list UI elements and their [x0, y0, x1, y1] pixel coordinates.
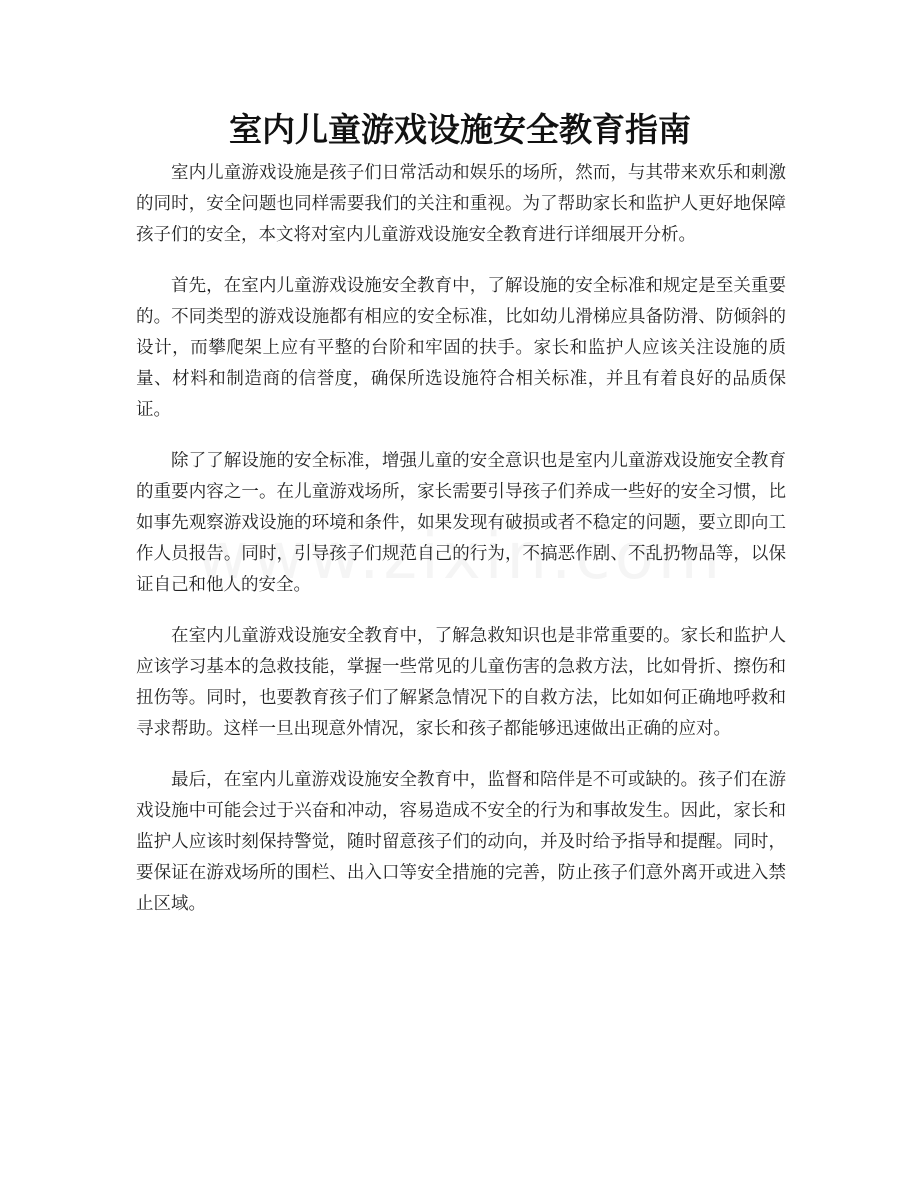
paragraph-safety-standards: 首先，在室内儿童游戏设施安全教育中，了解设施的安全标准和规定是至关重要的。不同类型的游戏设施都有相应的安全标准，比如幼儿滑梯应具备防滑、防倾斜的设计，而攀爬架上应有平整的台阶和牢固的扶手。家长和监护人应该关注设施的质量、材料和制造商的信誉度，确保所选设施符合相关标准，并且有着良好的品质保证。	[136, 276, 786, 420]
paragraph-supervision: 最后，在室内儿童游戏设施安全教育中，监督和陪伴是不可或缺的。孩子们在游戏设施中可能会过于兴奋和冲动，容易造成不安全的行为和事故发生。因此，家长和监护人应该时刻保持警觉，随时留意孩子们的动向，并及时给予指导和提醒。同时，要保证在游戏场所的围栏、出入口等安全措施的完善，防止孩子们意外离开或进入禁止区域。	[136, 770, 786, 914]
paragraph-intro: 室内儿童游戏设施是孩子们日常活动和娱乐的场所，然而，与其带来欢乐和刺激的同时，安全问题也同样需要我们的关注和重视。为了帮助家长和监护人更好地保障孩子们的安全，本文将对室内儿童游戏设施安全教育进行详细展开分析。	[136, 163, 786, 245]
document-title: 室内儿童游戏设施安全教育指南	[229, 110, 691, 149]
document-body	[136, 158, 786, 940]
paragraph-safety-awareness: 除了了解设施的安全标准，增强儿童的安全意识也是室内儿童游戏设施安全教育的重要内容之一。在儿童游戏场所，家长需要引导孩子们养成一些好的安全习惯，比如事先观察游戏设施的环境和条件，如果发现有破损或者不稳定的问题，要立即向工作人员报告。同时，引导孩子们规范自己的行为，不搞恶作剧、不乱扔物品等，以保证自己和他人的安全。	[136, 451, 786, 595]
paragraph-first-aid: 在室内儿童游戏设施安全教育中，了解急救知识也是非常重要的。家长和监护人应该学习基本的急救技能，掌握一些常见的儿童伤害的急救方法，比如骨折、擦伤和扭伤等。同时，也要教育孩子们了解紧急情况下的自救方法，比如如何正确地呼救和寻求帮助。这样一旦出现意外情况，家长和孩子都能够迅速做出正确的应对。	[136, 626, 786, 739]
